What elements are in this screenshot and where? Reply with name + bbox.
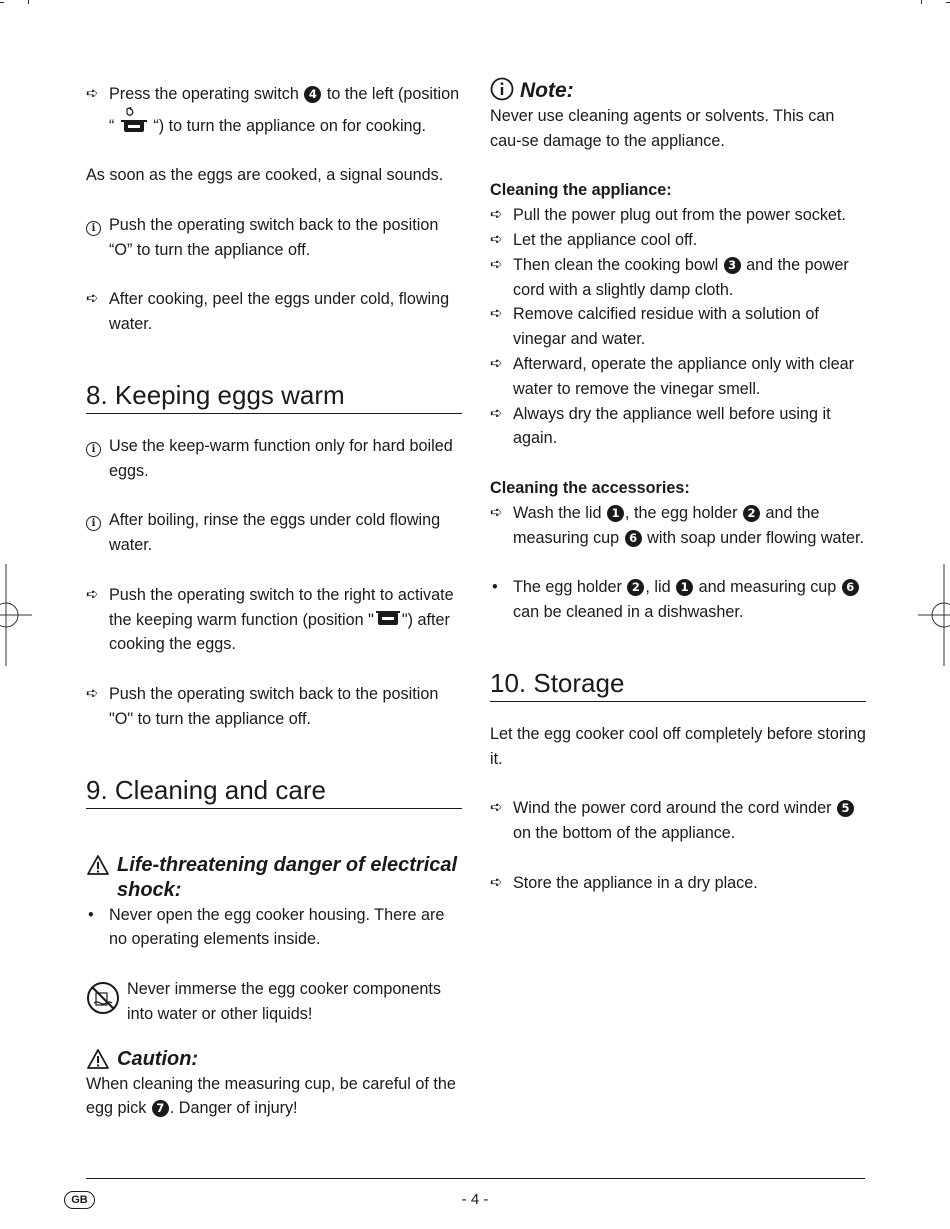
part-number-badge: 6 [842,579,859,596]
list-item [490,302,866,352]
warning-title-text: Life-threatening danger of electrical shock: [117,853,458,901]
info-icon [490,77,514,101]
note-heading [490,78,866,104]
item-text: , lid [645,578,676,597]
country-badge: GB [64,1191,95,1209]
paragraph [86,1072,462,1122]
item-text: can be cleaned in a dishwasher. [513,602,744,621]
right-arrow-icon: ➪ [86,585,99,603]
list-item [490,203,866,228]
section-title: 8. Keeping eggs warm [86,379,462,414]
crop-mark [28,0,29,4]
section-title: 9. Cleaning and care [86,774,462,809]
right-arrow-icon: ➪ [490,305,503,323]
item-text: Let the appliance cool off. [513,230,698,249]
right-arrow-icon: ➪ [86,684,99,702]
item-text: “) to turn the appliance on for cooking. [153,116,427,135]
note-title-text: Note: [520,79,574,102]
paragraph: Never use cleaning agents or solvents. This can cau-se damage to the appliance. [490,107,835,150]
part-number-badge: 2 [743,505,760,522]
no-immerse-warning [86,977,462,1027]
list-item [490,228,866,253]
no-immerse-icon [86,981,120,1015]
list-item [86,682,462,732]
paragraph: As soon as the eggs are cooked, a signal sounds. [86,166,444,185]
item-text: Wind the power cord around the cord winder [513,799,837,818]
right-arrow-icon: ➪ [490,503,503,521]
info-icon: i [86,434,106,459]
item-text: “ [109,116,115,135]
subheading: Cleaning the accessories: [490,478,690,497]
item-text: Then clean the cooking bowl [513,255,723,274]
info-icon: i [86,213,106,238]
right-arrow-icon: ➪ [490,799,503,817]
section-title: 10. Storage [490,667,866,702]
part-number-badge: 7 [152,1100,169,1117]
warning-heading [86,853,462,903]
registration-mark-left [0,564,32,666]
right-column [490,78,866,895]
item-text: Push the operating switch back to the position "O" to turn the appliance off. [109,684,439,728]
info-icon: i [86,508,106,533]
part-number-badge: 4 [304,86,321,103]
right-arrow-icon: ➪ [490,230,503,248]
item-text: with soap under flowing water. [642,528,865,547]
keep-warm-icon [376,609,400,627]
item-text: ") after cooking the eggs. [109,610,450,654]
right-arrow-icon: ➪ [86,85,99,102]
part-number-badge: 5 [837,800,854,817]
right-arrow-icon: ➪ [490,354,503,372]
list-item [86,583,462,657]
bullet-item [490,575,866,625]
part-number-badge: 2 [627,579,644,596]
item-text: After boiling, rinse the eggs under cold flowing water. [109,511,441,555]
item-text: and the power cord with a slightly damp cloth. [513,255,849,299]
right-arrow-icon: ➪ [86,290,99,308]
bullet-icon: • [492,578,498,597]
item-text: . Danger of injury! [169,1099,298,1118]
left-column [86,78,462,1121]
item-text: Push the operating switch to the right to activate the keeping warm function (position " [109,585,454,629]
caution-title-text: Caution: [117,1047,199,1070]
crop-mark [921,0,922,4]
warning-triangle-icon [86,854,110,876]
item-text: Afterward, operate the appliance only with clear water to remove the vinegar smell. [513,354,855,398]
info-item [86,213,462,263]
list-item [490,796,866,846]
subheading: Cleaning the appliance: [490,181,672,200]
info-item [86,508,462,558]
bullet-item [86,903,462,953]
item-text: The egg holder [513,578,627,597]
crop-mark [946,2,950,3]
registration-mark-right [918,564,950,666]
bullet-icon: • [88,905,94,924]
item-text: When cleaning the measuring cup, be careful of the egg pick [86,1074,456,1118]
info-item [86,434,462,484]
footer-divider [86,1178,865,1179]
list-item [490,402,866,452]
part-number-badge: 1 [607,505,624,522]
cooking-pot-icon [119,107,149,135]
part-number-badge: 1 [676,579,693,596]
item-text: , the egg holder [624,503,742,522]
right-arrow-icon: ➪ [490,404,503,422]
paragraph: Let the egg cooker cool off completely before storing it. [490,724,866,768]
list-item [490,871,866,896]
item-text: Wash the lid [513,503,606,522]
part-number-badge: 3 [724,257,741,274]
item-text: Remove calcified residue with a solution of vinegar and water. [513,305,819,349]
item-text: on the bottom of the appliance. [513,823,736,842]
part-number-badge: 6 [625,530,642,547]
right-arrow-icon: ➪ [490,255,503,273]
page-number: - 4 - [461,1191,489,1208]
right-arrow-icon: ➪ [490,873,503,891]
list-item [86,82,462,139]
item-text: Push the operating switch back to the position “O” to turn the appliance off. [109,215,439,259]
item-text: Never immerse the egg cooker components into water or other liquids! [127,979,442,1023]
warning-triangle-icon [86,1048,110,1070]
item-text: and measuring cup [694,578,841,597]
right-arrow-icon: ➪ [490,206,503,224]
caution-heading [86,1047,462,1072]
item-text: to the left (position [322,85,460,103]
item-text: Store the appliance in a dry place. [513,873,758,892]
item-text: Use the keep-warm function only for hard boiled eggs. [109,436,453,480]
item-text: Pull the power plug out from the power socket. [513,206,846,225]
list-item [490,253,866,303]
item-text: After cooking, peel the eggs under cold, flowing water. [109,290,450,334]
crop-mark [0,2,4,3]
item-text: Press the operating switch [109,85,304,103]
item-text: and the measuring cup [513,503,820,547]
list-item [490,501,866,551]
list-item [86,287,462,337]
list-item [490,352,866,402]
item-text: Never open the egg cooker housing. There are no operating elements inside. [109,905,445,949]
item-text: Always dry the appliance well before using it again. [513,404,831,448]
